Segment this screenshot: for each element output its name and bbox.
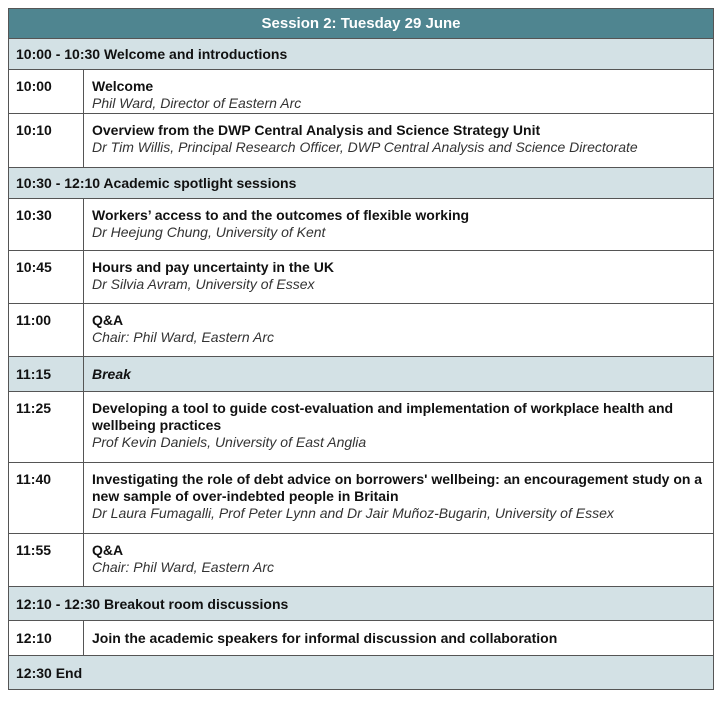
row-time: 12:10: [9, 621, 84, 656]
speaker: Chair: Phil Ward, Eastern Arc: [92, 559, 275, 575]
row-time: 11:25: [9, 392, 84, 463]
schedule-table: [8, 8, 714, 690]
row-desc: [84, 534, 714, 587]
row-desc: [84, 114, 714, 168]
schedule-row: [9, 463, 714, 534]
row-desc: [84, 70, 714, 114]
speaker: Dr Silvia Avram, University of Essex: [92, 276, 315, 292]
section-heading: 12:30 End: [9, 656, 714, 690]
title-row: [9, 9, 714, 39]
row-time: 11:00: [9, 304, 84, 357]
section-heading: 10:00 - 10:30 Welcome and introductions: [9, 39, 714, 70]
schedule-row: [9, 70, 714, 114]
schedule-row: [9, 392, 714, 463]
speaker: Dr Heejung Chung, University of Kent: [92, 224, 326, 240]
schedule-row: [9, 251, 714, 304]
row-desc: [84, 304, 714, 357]
row-time: 10:00: [9, 70, 84, 114]
speaker: Dr Laura Fumagalli, Prof Peter Lynn and Dr Jair Muñoz-Bugarin, University of Essex: [92, 505, 614, 521]
section-heading: 10:30 - 12:10 Academic spotlight sessions: [9, 168, 714, 199]
talk-title: Developing a tool to guide cost-evaluation and implementation of workplace health and wellbeing practices: [92, 400, 674, 433]
row-time: 11:15: [9, 357, 84, 392]
talk-title: Q&A: [92, 312, 124, 328]
talk-title: Overview from the DWP Central Analysis and Science Strategy Unit: [92, 122, 541, 138]
section-row: [9, 656, 714, 690]
schedule-row: [9, 534, 714, 587]
break-row: [9, 357, 714, 392]
section-row: [9, 39, 714, 70]
talk-title: Welcome: [92, 78, 154, 94]
speaker: Dr Tim Willis, Principal Research Officer, DWP Central Analysis and Science Directorate: [92, 139, 638, 155]
break-label: Break: [84, 357, 714, 392]
row-time: 11:55: [9, 534, 84, 587]
schedule-row: [9, 114, 714, 168]
section-row: [9, 587, 714, 621]
schedule-row: [9, 199, 714, 251]
talk-title: Investigating the role of debt advice on borrowers' wellbeing: an encouragement study on a new sample of over-indebted people in Britain: [92, 471, 703, 504]
row-time: 10:45: [9, 251, 84, 304]
speaker: Prof Kevin Daniels, University of East Anglia: [92, 434, 367, 450]
talk-title: Hours and pay uncertainty in the UK: [92, 259, 334, 275]
row-desc: [84, 392, 714, 463]
schedule: [8, 8, 713, 690]
row-time: 10:10: [9, 114, 84, 168]
row-desc: [84, 251, 714, 304]
talk-title: Q&A: [92, 542, 124, 558]
row-time: 10:30: [9, 199, 84, 251]
speaker: Chair: Phil Ward, Eastern Arc: [92, 329, 275, 345]
section-row: [9, 168, 714, 199]
schedule-row: [9, 304, 714, 357]
row-desc: [84, 463, 714, 534]
row-desc: [84, 199, 714, 251]
talk-title: Workers’ access to and the outcomes of flexible working: [92, 207, 470, 223]
row-time: 11:40: [9, 463, 84, 534]
schedule-row: [9, 621, 714, 656]
speaker: Phil Ward, Director of Eastern Arc: [92, 95, 302, 111]
session-title: Session 2: Tuesday 29 June: [9, 9, 714, 39]
section-heading: 12:10 - 12:30 Breakout room discussions: [9, 587, 714, 621]
talk-title: Join the academic speakers for informal discussion and collaboration: [84, 621, 714, 656]
